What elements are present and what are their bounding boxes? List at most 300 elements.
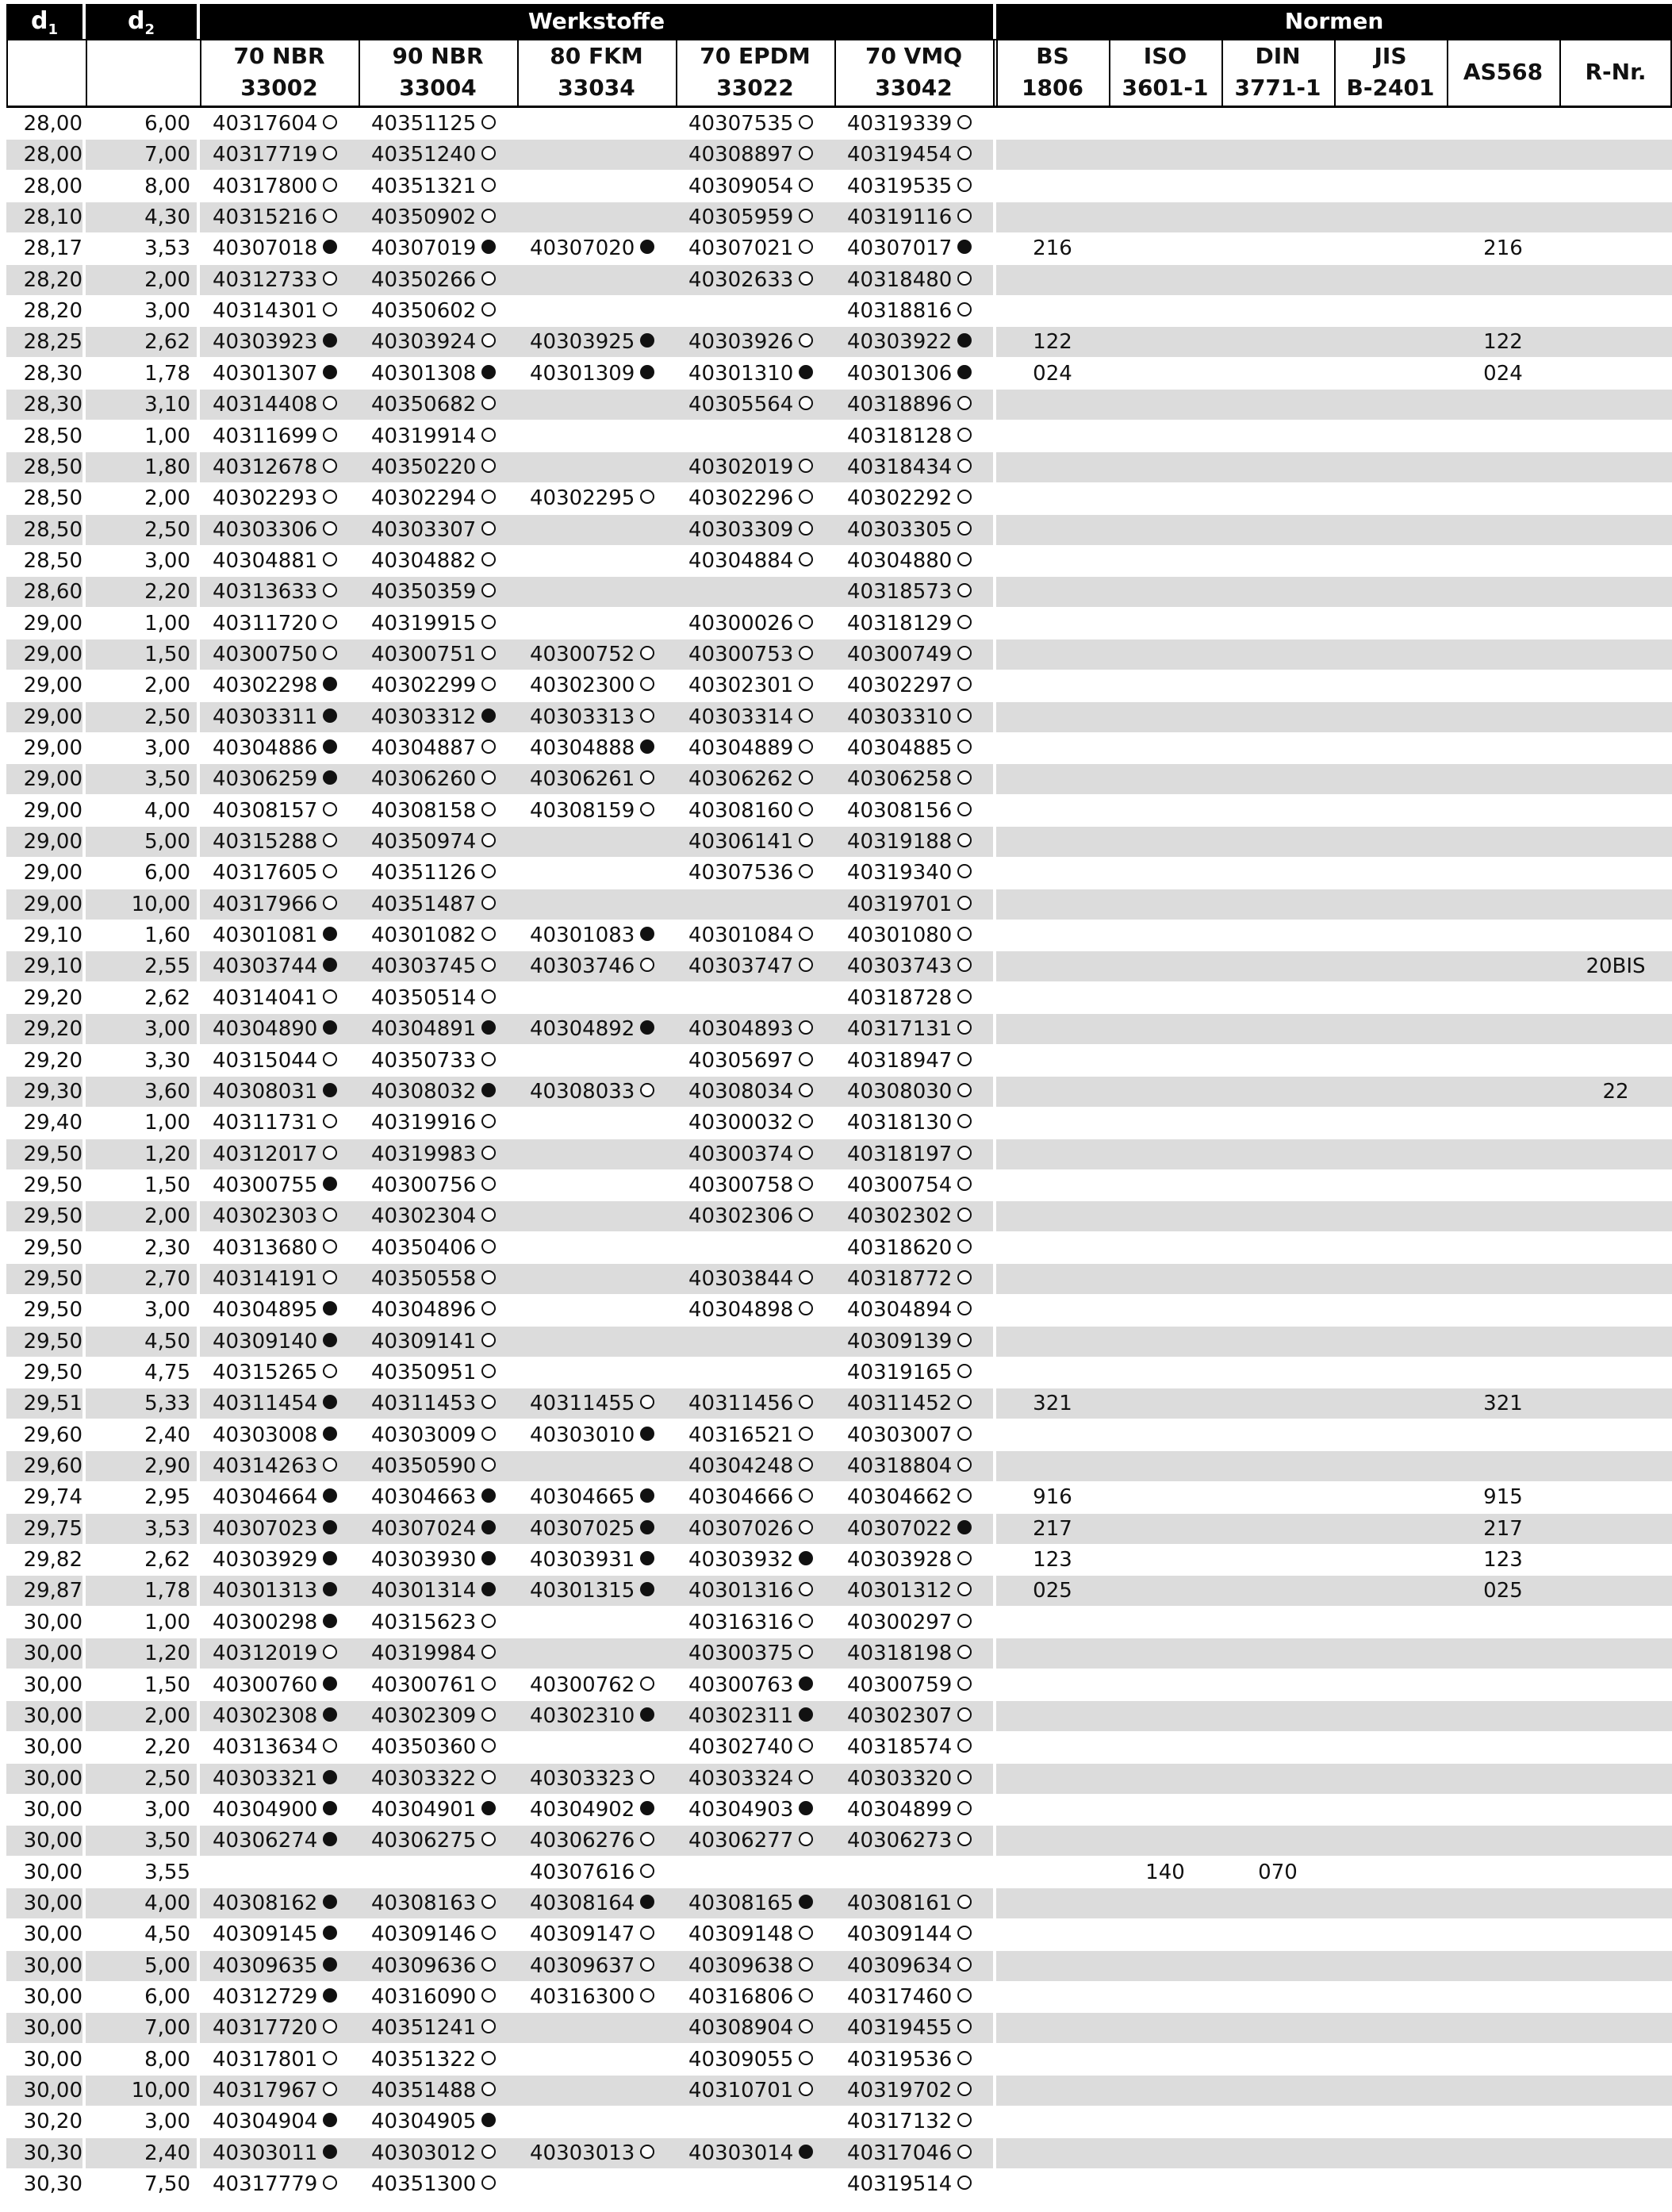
article-number: 40309144: [847, 1922, 953, 1947]
cell-as568: [1447, 2106, 1559, 2137]
open-circle-icon: [799, 1488, 813, 1503]
cell-vmq70: [834, 2013, 993, 2043]
article-number: 40319914: [371, 424, 477, 448]
open-circle-icon: [481, 209, 496, 223]
cell-d1: 29,75: [23, 1516, 82, 1541]
cell-din3771: [1221, 1077, 1334, 1107]
article-number: 40300754: [847, 1173, 953, 1197]
cell-vmq70: [834, 1108, 993, 1138]
cell-jis2401: [1334, 1264, 1447, 1294]
cell-din3771: [1221, 1795, 1334, 1825]
cell-bs1806: [996, 390, 1109, 420]
cell-d2: 5,00: [144, 1953, 190, 1978]
cell-din3771: [1221, 1170, 1334, 1200]
cell-rnr: [1559, 359, 1672, 389]
open-circle-icon: [640, 1988, 654, 2003]
cell-nbr90: [359, 764, 517, 794]
cell-iso3601: [1109, 483, 1221, 513]
open-circle-icon: [957, 209, 972, 223]
cell-jis2401: [1334, 1077, 1447, 1107]
table-row: [6, 1545, 1672, 1575]
cell-nbr90: [359, 1327, 517, 1357]
table-row: [6, 2076, 1672, 2106]
cell-vmq70: [834, 1576, 993, 1606]
open-circle-icon: [957, 709, 972, 723]
cell-iso3601: [1109, 546, 1221, 576]
article-number: 40317605: [213, 861, 318, 885]
cell-jis2401: [1334, 2045, 1447, 2075]
filled-circle-icon: [481, 1020, 496, 1035]
article-number: 40300752: [530, 642, 635, 666]
filled-circle-icon: [481, 1083, 496, 1097]
cell-din3771: [1221, 951, 1334, 981]
cell-iso3601: [1109, 920, 1221, 950]
cell-d1: 29,00: [23, 642, 82, 666]
open-circle-icon: [640, 1395, 654, 1409]
table-row: [6, 1201, 1672, 1231]
cell-nbr70: [200, 670, 359, 701]
cell-fkm80: [517, 858, 676, 888]
article-number: 40350602: [371, 299, 477, 324]
cell-vmq70: [834, 639, 993, 670]
cell-iso3601: [1109, 233, 1221, 263]
cell-d2: 2,00: [144, 674, 190, 698]
cell-epdm70: [676, 483, 834, 513]
article-number: 40351488: [371, 2079, 477, 2103]
filled-circle-icon: [481, 2113, 496, 2127]
cell-as568: 915: [1483, 1485, 1523, 1510]
article-number: 40317967: [213, 2079, 318, 2103]
filled-circle-icon: [640, 927, 654, 941]
table-row: [6, 827, 1672, 857]
open-circle-icon: [799, 333, 813, 348]
article-number: 40301307: [213, 361, 318, 386]
table-row: [6, 609, 1672, 639]
cell-nbr90: [359, 639, 517, 670]
cell-nbr90: [359, 1795, 517, 1825]
cell-nbr90: [359, 827, 517, 857]
cell-nbr90: [359, 452, 517, 482]
article-number: 40309055: [688, 2047, 794, 2072]
open-circle-icon: [323, 1052, 337, 1066]
filled-circle-icon: [323, 1957, 337, 1972]
cell-epdm70: [676, 359, 834, 389]
cell-epdm70: [676, 1701, 834, 1731]
table-row: [6, 390, 1672, 420]
cell-nbr90: [359, 359, 517, 389]
cell-epdm70: [676, 1795, 834, 1825]
cell-bs1806: [996, 1982, 1109, 2012]
cell-din3771: [1221, 1951, 1334, 1981]
filled-circle-icon: [323, 2113, 337, 2127]
cell-iso3601: [1109, 1638, 1221, 1669]
cell-nbr70: [200, 858, 359, 888]
cell-vmq70: [834, 702, 993, 732]
cell-as568: 216: [1483, 236, 1523, 261]
cell-iso3601: [1109, 1077, 1221, 1107]
cell-d2: 4,00: [144, 798, 190, 823]
cell-vmq70: [834, 577, 993, 607]
cell-fkm80: [517, 1732, 676, 1762]
open-circle-icon: [481, 677, 496, 691]
article-number: 40350682: [371, 393, 477, 417]
cell-as568: [1447, 1046, 1559, 1076]
material-name: 80 FKM: [550, 43, 643, 69]
article-number: 40304663: [371, 1485, 477, 1510]
article-number: 40309634: [847, 1953, 953, 1978]
cell-vmq70: [834, 233, 993, 263]
open-circle-icon: [799, 1457, 813, 1472]
cell-fkm80: [517, 2045, 676, 2075]
open-circle-icon: [481, 833, 496, 847]
table-row: [6, 920, 1672, 950]
open-circle-icon: [957, 1146, 972, 1160]
open-circle-icon: [640, 1676, 654, 1691]
cell-fkm80: [517, 1014, 676, 1044]
cell-bs1806: [996, 1638, 1109, 1669]
article-number: 40308157: [213, 798, 318, 823]
cell-fkm80: [517, 577, 676, 607]
cell-d2: 10,00: [131, 2079, 190, 2103]
cell-din3771: [1221, 327, 1334, 357]
open-circle-icon: [481, 178, 496, 192]
cell-jis2401: [1334, 483, 1447, 513]
open-circle-icon: [481, 1427, 496, 1441]
cell-nbr90: [359, 858, 517, 888]
cell-bs1806: [996, 951, 1109, 981]
article-number: 40317720: [213, 2016, 318, 2041]
open-circle-icon: [957, 2019, 972, 2033]
cell-fkm80: [517, 1233, 676, 1263]
article-number: 40308033: [530, 1079, 635, 1104]
open-circle-icon: [799, 1926, 813, 1940]
cell-d2: 10,00: [131, 892, 190, 916]
article-number: 40302303: [213, 1204, 318, 1229]
cell-din3771: [1221, 858, 1334, 888]
cell-nbr70: [200, 1170, 359, 1200]
cell-as568: [1447, 827, 1559, 857]
table-row: [6, 1014, 1672, 1044]
article-number: 40300749: [847, 642, 953, 666]
open-circle-icon: [799, 271, 813, 286]
cell-as568: [1447, 733, 1559, 763]
article-number: 40303931: [530, 1548, 635, 1573]
open-circle-icon: [957, 1083, 972, 1097]
grid-line: [834, 39, 836, 107]
filled-circle-icon: [323, 1488, 337, 1503]
cell-epdm70: [676, 1388, 834, 1419]
cell-bs1806: [996, 1077, 1109, 1107]
cell-iso3601: [1109, 1264, 1221, 1294]
cell-rnr: [1559, 109, 1672, 139]
cell-nbr70: [200, 1108, 359, 1138]
table-row: [6, 1670, 1672, 1700]
open-circle-icon: [323, 459, 337, 473]
cell-bs1806: [996, 889, 1109, 920]
cell-jis2401: [1334, 951, 1447, 981]
cell-rnr: [1559, 577, 1672, 607]
cell-rnr: [1559, 796, 1672, 826]
cell-nbr90: [359, 202, 517, 232]
article-number: 40318574: [847, 1735, 953, 1760]
cell-bs1806: [996, 733, 1109, 763]
cell-rnr: [1559, 1514, 1672, 1544]
article-number: 40302308: [213, 1703, 318, 1728]
norm-header-rnr: [1559, 56, 1672, 88]
cell-bs1806: [996, 639, 1109, 670]
cell-jis2401: [1334, 1046, 1447, 1076]
cell-jis2401: [1334, 390, 1447, 420]
article-number: 40307616: [530, 1860, 635, 1884]
article-number: 40350359: [371, 580, 477, 605]
open-circle-icon: [957, 802, 972, 816]
article-number: 40319702: [847, 2079, 953, 2103]
cell-rnr: [1559, 2076, 1672, 2106]
cell-bs1806: 217: [1033, 1516, 1072, 1541]
article-number: 40303932: [688, 1548, 794, 1573]
cell-vmq70: [834, 1888, 993, 1918]
article-number: 40300297: [847, 1610, 953, 1634]
open-circle-icon: [640, 677, 654, 691]
cell-d2: 2,95: [144, 1485, 190, 1510]
article-number: 40317460: [847, 1985, 953, 2009]
article-number: 40306141: [688, 830, 794, 854]
cell-d1: 29,50: [23, 1204, 82, 1229]
article-number: 40317801: [213, 2047, 318, 2072]
cell-epdm70: [676, 733, 834, 763]
cell-d2: 2,90: [144, 1454, 190, 1479]
cell-nbr90: [359, 1388, 517, 1419]
cell-as568: [1447, 1014, 1559, 1044]
filled-circle-icon: [640, 739, 654, 754]
cell-din3771: [1221, 1607, 1334, 1638]
filled-circle-icon: [640, 1488, 654, 1503]
cell-bs1806: [996, 2138, 1109, 2168]
cell-iso3601: [1109, 1888, 1221, 1918]
article-number: 40317132: [847, 2110, 953, 2134]
article-number: 40301306: [847, 361, 953, 386]
cell-bs1806: [996, 796, 1109, 826]
cell-vmq70: [834, 1420, 993, 1450]
cell-d1: 28,20: [23, 267, 82, 292]
cell-d1: 29,00: [23, 830, 82, 854]
article-number: 40307536: [688, 861, 794, 885]
cell-fkm80: [517, 1295, 676, 1325]
material-header-vmq70: [834, 40, 993, 104]
cell-nbr90: [359, 983, 517, 1013]
cell-nbr90: [359, 1951, 517, 1981]
cell-iso3601: [1109, 1170, 1221, 1200]
cell-jis2401: [1334, 140, 1447, 170]
filled-circle-icon: [799, 2145, 813, 2159]
cell-bs1806: [996, 2106, 1109, 2137]
cell-d1: 29,50: [23, 1329, 82, 1354]
cell-d1: 30,00: [23, 1953, 82, 1978]
article-number: 40319916: [371, 1111, 477, 1135]
cell-as568: [1447, 920, 1559, 950]
cell-as568: [1447, 1420, 1559, 1450]
cell-rnr: [1559, 1826, 1672, 1856]
cell-d2: 3,53: [144, 1516, 190, 1541]
cell-nbr70: [200, 702, 359, 732]
cell-nbr90: [359, 1046, 517, 1076]
article-number: 40308904: [688, 2016, 794, 2041]
cell-bs1806: [996, 1607, 1109, 1638]
cell-d2: 2,50: [144, 705, 190, 729]
article-number: 40304890: [213, 1017, 318, 1042]
cell-bs1806: [996, 827, 1109, 857]
cell-iso3601: [1109, 1482, 1221, 1512]
cell-fkm80: [517, 670, 676, 701]
cell-as568: [1447, 2138, 1559, 2168]
open-circle-icon: [640, 1864, 654, 1878]
cell-jis2401: [1334, 639, 1447, 670]
open-circle-icon: [481, 428, 496, 442]
cell-nbr90: [359, 265, 517, 295]
cell-epdm70: [676, 577, 834, 607]
table-row: [6, 1795, 1672, 1825]
cell-rnr: [1559, 1701, 1672, 1731]
cell-d2: 3,00: [144, 736, 190, 760]
cell-epdm70: [676, 1327, 834, 1357]
table-row: [6, 515, 1672, 545]
cell-din3771: [1221, 359, 1334, 389]
cell-nbr90: [359, 1108, 517, 1138]
cell-din3771: [1221, 2076, 1334, 2106]
article-number: 40317779: [213, 2172, 318, 2197]
article-number: 40318804: [847, 1454, 953, 1479]
open-circle-icon: [481, 1738, 496, 1753]
open-circle-icon: [481, 1676, 496, 1691]
table-row: [6, 1607, 1672, 1638]
cell-iso3601: [1109, 951, 1221, 981]
cell-fkm80: [517, 1139, 676, 1169]
grid-line: [996, 39, 998, 107]
table-row: [6, 2138, 1672, 2168]
cell-fkm80: [517, 609, 676, 639]
cell-fkm80: [517, 1388, 676, 1419]
table-row: [6, 1170, 1672, 1200]
cell-rnr: 22: [1602, 1079, 1629, 1104]
cell-nbr90: [359, 1514, 517, 1544]
cell-din3771: [1221, 1545, 1334, 1575]
cell-nbr70: [200, 951, 359, 981]
article-number: 40303307: [371, 517, 477, 542]
article-number: 40311699: [213, 424, 318, 448]
article-number: 40303747: [688, 954, 794, 979]
cell-epdm70: [676, 1764, 834, 1794]
open-circle-icon: [481, 302, 496, 317]
cell-rnr: [1559, 1388, 1672, 1419]
cell-epdm70: [676, 202, 834, 232]
cell-epdm70: [676, 1951, 834, 1981]
cell-iso3601: [1109, 1982, 1221, 2012]
article-number: 40301313: [213, 1579, 318, 1603]
cell-jis2401: [1334, 1482, 1447, 1512]
cell-rnr: [1559, 171, 1672, 202]
cell-nbr90: [359, 296, 517, 326]
open-circle-icon: [957, 2176, 972, 2190]
cell-fkm80: [517, 171, 676, 202]
cell-as568: [1447, 2076, 1559, 2106]
article-number: 40300763: [688, 1672, 794, 1697]
cell-jis2401: [1334, 1014, 1447, 1044]
cell-din3771: [1221, 171, 1334, 202]
cell-epdm70: [676, 1545, 834, 1575]
table-row: [6, 327, 1672, 357]
cell-as568: [1447, 1108, 1559, 1138]
article-number: 40350974: [371, 830, 477, 854]
cell-nbr70: [200, 983, 359, 1013]
open-circle-icon: [323, 490, 337, 504]
article-number: 40303323: [530, 1766, 635, 1791]
cell-nbr90: [359, 327, 517, 357]
cell-bs1806: [996, 2169, 1109, 2199]
cell-epdm70: [676, 796, 834, 826]
article-number: 40304896: [371, 1298, 477, 1323]
cell-rnr: [1559, 2013, 1672, 2043]
cell-iso3601: [1109, 359, 1221, 389]
open-circle-icon: [957, 1364, 972, 1378]
cell-bs1806: [996, 1451, 1109, 1481]
open-circle-icon: [957, 1926, 972, 1940]
cell-din3771: [1221, 1919, 1334, 1949]
cell-vmq70: [834, 327, 993, 357]
article-number: 40302296: [688, 486, 794, 511]
open-circle-icon: [799, 1614, 813, 1628]
table-row: [6, 1732, 1672, 1762]
cell-nbr90: [359, 1576, 517, 1606]
cell-rnr: [1559, 1108, 1672, 1138]
cell-bs1806: [996, 2076, 1109, 2106]
open-circle-icon: [481, 2082, 496, 2096]
cell-din3771: [1221, 1014, 1334, 1044]
cell-nbr90: [359, 1420, 517, 1450]
cell-rnr: [1559, 1638, 1672, 1669]
cell-rnr: [1559, 639, 1672, 670]
cell-rnr: [1559, 2169, 1672, 2199]
open-circle-icon: [799, 1052, 813, 1066]
cell-rnr: [1559, 1888, 1672, 1918]
cell-as568: [1447, 983, 1559, 1013]
cell-rnr: [1559, 1607, 1672, 1638]
cell-epdm70: [676, 889, 834, 920]
open-circle-icon: [957, 2082, 972, 2096]
article-number: 40318947: [847, 1048, 953, 1073]
cell-as568: [1447, 171, 1559, 202]
article-number: 40308156: [847, 798, 953, 823]
article-number: 40315623: [371, 1610, 477, 1634]
open-circle-icon: [957, 1770, 972, 1784]
cell-vmq70: [834, 1264, 993, 1294]
filled-circle-icon: [640, 333, 654, 348]
cell-nbr90: [359, 1451, 517, 1481]
grid-line: [6, 39, 1672, 40]
cell-epdm70: [676, 1576, 834, 1606]
table-row: [6, 1826, 1672, 1856]
cell-vmq70: [834, 452, 993, 482]
article-number: 40302293: [213, 486, 318, 511]
article-number: 40351487: [371, 892, 477, 916]
table-row: [6, 1701, 1672, 1731]
cell-nbr90: [359, 889, 517, 920]
cell-vmq70: [834, 983, 993, 1013]
cell-fkm80: [517, 1919, 676, 1949]
cell-d1: 29,10: [23, 954, 82, 979]
table-row: [6, 764, 1672, 794]
cell-as568: 024: [1483, 361, 1523, 386]
cell-rnr: [1559, 1576, 1672, 1606]
